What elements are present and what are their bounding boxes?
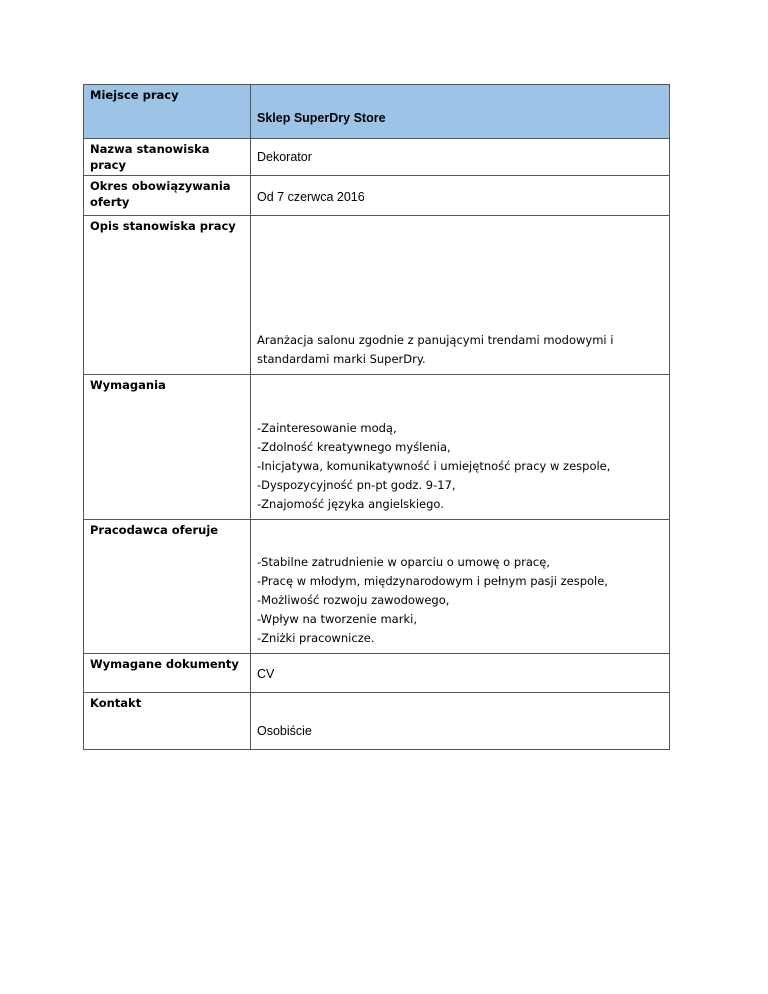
benefit-item: -Zniżki pracownicze. (257, 631, 375, 645)
requirement-item: -Zdolność kreatywnego myślenia, (257, 440, 451, 454)
row-job-description (84, 216, 670, 375)
value-requirements (251, 375, 670, 520)
value-contact: Osobiście (251, 693, 670, 750)
row-employer-offers (84, 520, 670, 654)
requirement-item: -Dyspozycyjność pn-pt godz. 9-17, (257, 478, 456, 492)
row-requirements (84, 375, 670, 520)
value-offer-period: Od 7 czerwca 2016 (251, 176, 670, 216)
description-line: standardami marki SuperDry. (257, 352, 426, 366)
label-requirements: Wymagania (84, 375, 251, 520)
value-workplace: Sklep SuperDry Store (251, 85, 670, 139)
row-workplace (84, 85, 670, 139)
job-offer-table (83, 84, 670, 750)
label-offer-period: Okres obowiązywania oferty (84, 176, 251, 216)
label-position-name: Nazwa stanowiska pracy (84, 139, 251, 176)
label-employer-offers: Pracodawca oferuje (84, 520, 251, 654)
requirement-item: -Inicjatywa, komunikatywność i umiejętność pracy w zespole, (257, 459, 611, 473)
value-position-name: Dekorator (251, 139, 670, 176)
row-position-name (84, 139, 670, 176)
label-required-documents: Wymagane dokumenty (84, 654, 251, 693)
requirement-item: -Zainteresowanie modą, (257, 421, 397, 435)
label-contact: Kontakt (84, 693, 251, 750)
value-employer-offers (251, 520, 670, 654)
row-required-documents (84, 654, 670, 693)
value-required-documents: CV (251, 654, 670, 693)
benefit-item: -Możliwość rozwoju zawodowego, (257, 593, 450, 607)
requirement-item: -Znajomość języka angielskiego. (257, 497, 444, 511)
label-workplace: Miejsce pracy (84, 85, 251, 139)
benefit-item: -Wpływ na tworzenie marki, (257, 612, 417, 626)
benefit-item: -Pracę w młodym, międzynarodowym i pełnym pasji zespole, (257, 574, 608, 588)
label-job-description: Opis stanowiska pracy (84, 216, 251, 375)
value-job-description (251, 216, 670, 375)
row-contact (84, 693, 670, 750)
row-offer-period (84, 176, 670, 216)
benefit-item: -Stabilne zatrudnienie w oparciu o umowę o pracę, (257, 555, 550, 569)
description-line: Aranżacja salonu zgodnie z panującymi trendami modowymi i (257, 333, 614, 347)
